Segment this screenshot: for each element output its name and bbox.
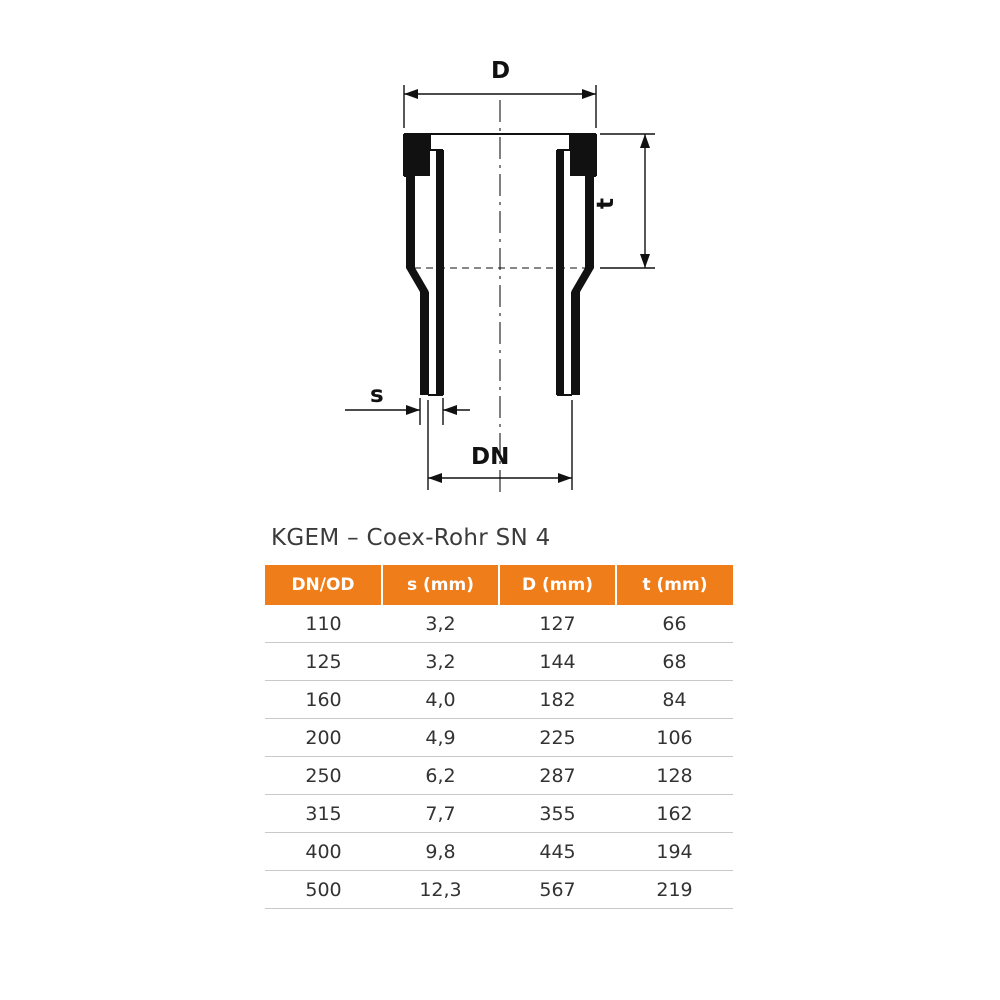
cell-d: 567 [499,871,616,909]
table-row [265,605,733,643]
cell-s: 6,2 [382,757,499,795]
table-header-row [265,565,733,605]
table-row [265,643,733,681]
cell-dn-od: 315 [265,795,382,833]
arrow-s-left [406,405,420,415]
cell-s: 7,7 [382,795,499,833]
cell-d: 225 [499,719,616,757]
column-header-d: D (mm) [499,565,616,605]
cell-dn-od: 110 [265,605,382,643]
cell-t: 194 [616,833,733,871]
cell-t: 219 [616,871,733,909]
arrow-dn-left [428,473,442,483]
label-s: s [370,382,384,408]
table-title: KGEM – Coex-Rohr SN 4 [271,525,551,551]
cell-d: 127 [499,605,616,643]
cell-d: 355 [499,795,616,833]
label-dn: DN [471,444,510,470]
arrow-dn-right [558,473,572,483]
cell-dn-od: 250 [265,757,382,795]
arrow-left-d [404,89,418,99]
arrow-top-t [640,134,650,148]
spec-table-block [265,525,733,909]
column-header-dn-od: DN/OD [265,565,382,605]
cell-d: 445 [499,833,616,871]
cell-d: 144 [499,643,616,681]
cell-d: 182 [499,681,616,719]
cell-s: 9,8 [382,833,499,871]
cell-t: 162 [616,795,733,833]
cell-s: 4,0 [382,681,499,719]
column-header-s: s (mm) [382,565,499,605]
arrow-s-right [443,405,457,415]
table-row [265,833,733,871]
cell-t: 128 [616,757,733,795]
cell-t: 66 [616,605,733,643]
table-row [265,757,733,795]
arrow-right-d [582,89,596,99]
cell-s: 12,3 [382,871,499,909]
table-row [265,681,733,719]
cell-t: 84 [616,681,733,719]
cell-s: 3,2 [382,643,499,681]
arrow-bottom-t [640,254,650,268]
cell-dn-od: 200 [265,719,382,757]
cell-dn-od: 160 [265,681,382,719]
cell-d: 287 [499,757,616,795]
cell-dn-od: 400 [265,833,382,871]
column-header-t: t (mm) [616,565,733,605]
cell-dn-od: 125 [265,643,382,681]
cell-s: 4,9 [382,719,499,757]
cell-t: 68 [616,643,733,681]
table-row [265,795,733,833]
label-t: t [593,198,619,209]
cell-dn-od: 500 [265,871,382,909]
cell-t: 106 [616,719,733,757]
spec-table [265,565,733,909]
label-d: D [491,58,511,84]
table-row [265,719,733,757]
cell-s: 3,2 [382,605,499,643]
table-row [265,871,733,909]
